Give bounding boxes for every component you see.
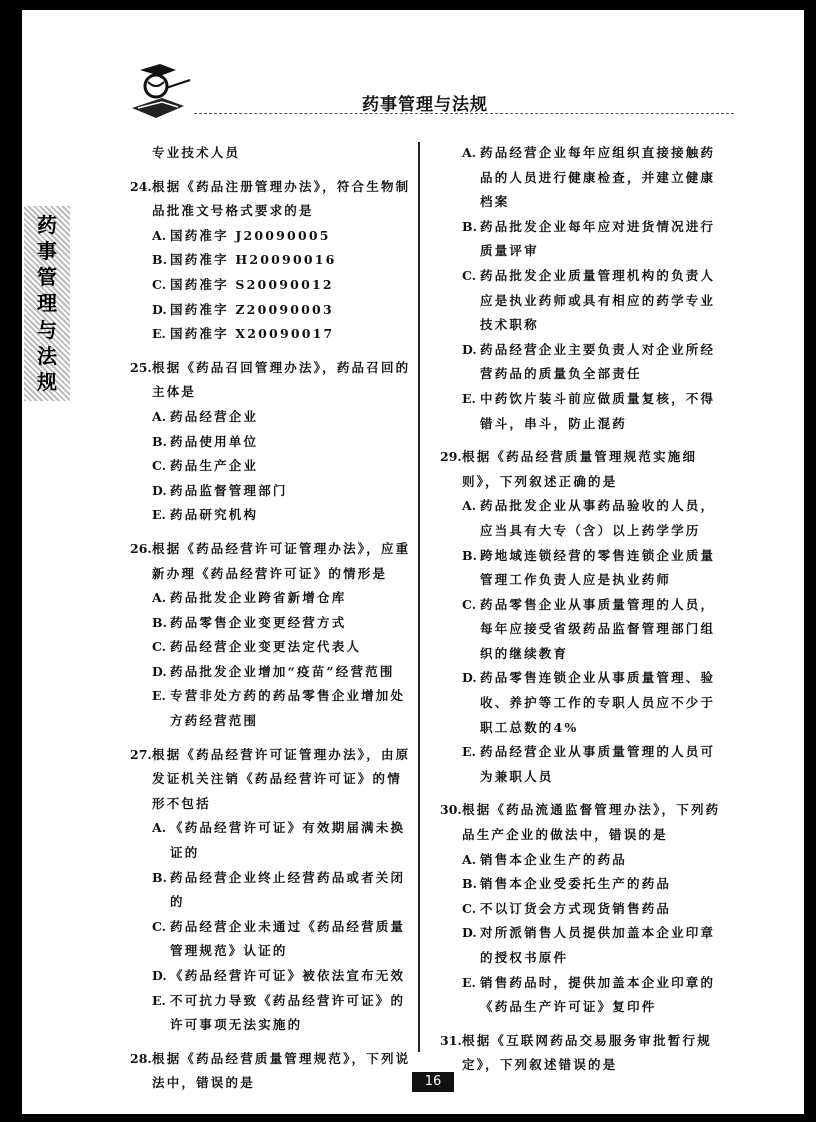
question-number: 29. [440, 449, 462, 465]
question-text: 根据《药品召回管理办法》，药品召回的主体是 [152, 359, 411, 400]
question-text: 根据《药品注册管理办法》，符合生物制品批准文号格式要求的是 [152, 178, 411, 219]
answer-option [130, 405, 412, 430]
column-divider [418, 142, 420, 1052]
question-number: 30. [440, 802, 462, 818]
option-text: 国药准字 H20090016 [170, 252, 337, 268]
option-label: A. [152, 820, 167, 836]
question-stem [440, 445, 722, 494]
question-block [130, 175, 412, 347]
side-tab-char: 理 [37, 291, 57, 316]
option-label: C. [152, 276, 167, 292]
option-label: C. [152, 639, 167, 655]
answer-option [130, 454, 412, 479]
question-text: 根据《互联网药品交易服务审批暂行规定》，下列叙述错误的是 [462, 1032, 712, 1073]
option-text: 国药准字 X20090017 [170, 326, 335, 342]
option-text: 药品批发企业从事药品验收的人员，应当具有大专（含）以上药学学历 [480, 498, 716, 538]
option-text: 《药品经营许可证》被依法宣布无效 [170, 968, 406, 983]
side-tab-char: 法 [37, 343, 57, 368]
answer-option [440, 740, 722, 789]
question-number: 24. [130, 178, 152, 194]
option-text: 药品监督管理部门 [170, 482, 288, 498]
answer-option [130, 989, 412, 1038]
answer-option [130, 322, 412, 347]
option-text: 国药准字 Z20090003 [170, 301, 334, 317]
option-text: 药品零售连锁企业从事质量管理、验收、养护等工作的专职人员应不少于职工总数的4% [480, 670, 716, 735]
option-label: D. [152, 301, 167, 317]
option-text: 药品零售企业变更经营方式 [170, 614, 347, 630]
option-text: 不可抗力导致《药品经营许可证》的许可事项无法实施的 [170, 992, 406, 1033]
option-text: 药品经营企业未通过《药品经营质量管理规范》认证的 [170, 918, 406, 959]
option-label: E. [462, 390, 476, 406]
option-label: E. [152, 688, 166, 704]
question-block [130, 356, 412, 528]
question-number: 31. [440, 1032, 462, 1048]
answer-option [440, 971, 722, 1020]
option-text: 药品批发企业增加“疫苗”经营范围 [170, 663, 395, 679]
option-text: 不以订货会方式现货销售药品 [480, 900, 672, 916]
option-label: D. [152, 663, 167, 679]
answer-option [130, 816, 412, 865]
answer-option [440, 387, 722, 436]
answer-option [440, 872, 722, 897]
question-stem [130, 356, 412, 405]
option-label: C. [152, 918, 167, 934]
answer-option [130, 479, 412, 504]
side-tab-char: 管 [37, 265, 57, 290]
option-label: D. [152, 968, 167, 983]
question-block [130, 1047, 412, 1096]
question-text: 根据《药品流通监督管理办法》，下列药品生产企业的做法中，错误的是 [462, 802, 721, 843]
option-label: B. [462, 547, 477, 563]
option-text: 专营非处方药的药品零售企业增加处方药经营范围 [170, 688, 406, 729]
answer-option [440, 593, 722, 667]
option-text: 药品经营企业每年应组织直接接触药品的人员进行健康检查，并建立健康档案 [480, 145, 716, 210]
option-label: E. [152, 326, 166, 342]
option-label: B. [152, 869, 167, 885]
option-text: 药品经营企业 [170, 408, 259, 424]
option-text: 药品批发企业每年应对进货情况进行质量评审 [480, 218, 716, 259]
option-text: 药品经营企业终止经营药品或者关闭的 [170, 869, 406, 910]
left-column [130, 141, 412, 1096]
option-text: 中药饮片装斗前应做质量复核，不得错斗，串斗，防止混药 [480, 390, 716, 431]
option-label: D. [152, 482, 167, 498]
answer-option [130, 298, 412, 323]
side-tab-char: 规 [37, 369, 57, 394]
question-number: 28. [130, 1050, 152, 1066]
option-label: C. [462, 596, 477, 612]
option-label: A. [152, 227, 167, 243]
option-label: C. [462, 267, 477, 283]
answer-option [440, 544, 722, 593]
question-number: 26. [130, 540, 152, 556]
answer-option [130, 224, 412, 249]
option-label: A. [152, 590, 167, 606]
side-tab-char: 事 [37, 239, 57, 264]
answer-option [130, 273, 412, 298]
question-stem [130, 743, 412, 817]
option-text: 对所派销售人员提供加盖本企业印章的授权书原件 [480, 925, 716, 965]
option-text: 药品经营企业从事质量管理的人员可为兼职人员 [480, 744, 716, 784]
option-label: E. [152, 992, 166, 1008]
question-block [130, 537, 412, 734]
option-label: A. [462, 851, 477, 867]
answer-option [440, 848, 722, 873]
option-label: E. [462, 974, 476, 990]
answer-option [440, 338, 722, 387]
option-label: B. [152, 252, 167, 268]
option-text: 药品研究机构 [170, 507, 259, 523]
question-stem [130, 537, 412, 586]
option-text: 药品批发企业质量管理机构的负责人应是执业药师或具有相应的药学专业技术职称 [480, 267, 716, 333]
question-text: 根据《药品经营质量管理规范实施细则》，下列叙述正确的是 [462, 449, 698, 489]
answer-option [440, 215, 722, 264]
answer-option [440, 897, 722, 922]
answer-option [440, 141, 722, 215]
question-block [130, 743, 412, 1038]
option-text: 《药品经营许可证》有效期届满未换证的 [170, 820, 406, 861]
answer-option [130, 866, 412, 915]
option-label: B. [152, 433, 167, 449]
question-block [440, 1029, 722, 1078]
question-text: 根据《药品经营许可证管理办法》，应重新办理《药品经营许可证》的情形是 [152, 540, 411, 581]
option-text: 药品生产企业 [170, 458, 259, 474]
option-label: B. [462, 218, 477, 234]
question-number: 27. [130, 746, 152, 762]
answer-option [130, 248, 412, 273]
answer-option [130, 915, 412, 964]
chapter-side-tab [24, 206, 70, 401]
question-stem [440, 798, 722, 847]
answer-option [130, 503, 412, 528]
option-label: A. [152, 408, 167, 424]
question-block [130, 141, 412, 166]
question-stem [130, 175, 412, 224]
question-number: 25. [130, 359, 152, 375]
option-label: D. [462, 670, 477, 686]
right-column [440, 141, 722, 1078]
answer-option [130, 660, 412, 685]
option-text: 药品经营企业变更法定代表人 [170, 639, 362, 655]
option-text: 药品零售企业从事质量管理的人员，每年应接受省级药品监督管理部门组织的继续教育 [480, 596, 716, 661]
page-number: 16 [412, 1072, 454, 1092]
document-page [22, 10, 804, 1114]
question-stem [440, 1029, 722, 1078]
question-block [440, 445, 722, 789]
answer-option [440, 666, 722, 740]
answer-option [130, 684, 412, 733]
option-text: 国药准字 J20090005 [170, 227, 331, 243]
answer-option [130, 964, 412, 989]
option-label: E. [462, 744, 476, 760]
answer-option [440, 921, 722, 970]
option-text: 药品批发企业跨省新增仓库 [170, 590, 347, 606]
option-label: A. [462, 498, 477, 514]
option-text: 销售本企业生产的药品 [480, 851, 628, 867]
option-text: 药品使用单位 [170, 433, 259, 449]
option-label: B. [152, 614, 167, 630]
option-label: D. [462, 925, 477, 941]
option-text: 跨地域连锁经营的零售连锁企业质量管理工作负责人应是执业药师 [480, 547, 716, 588]
question-text: 根据《药品经营质量管理规范》，下列说法中，错误的是 [152, 1050, 411, 1091]
continuation-text: 专业技术人员 [152, 145, 241, 160]
option-label: B. [462, 876, 477, 892]
option-label: C. [462, 900, 477, 916]
option-label: C. [152, 458, 167, 474]
answer-option [130, 586, 412, 611]
answer-option [130, 635, 412, 660]
option-text: 销售本企业受委托生产的药品 [480, 876, 672, 892]
side-tab-char: 与 [37, 317, 57, 342]
side-tab-char: 药 [37, 213, 57, 238]
answer-option [440, 264, 722, 338]
question-block [440, 798, 722, 1019]
option-label: D. [462, 341, 477, 357]
option-text: 国药准字 S20090012 [170, 276, 334, 292]
answer-option [130, 430, 412, 455]
header-divider [194, 113, 734, 114]
page-header-title: 药事管理与法规 [362, 95, 488, 115]
option-text: 药品经营企业主要负责人对企业所经营药品的质量负全部责任 [480, 341, 716, 382]
option-label: A. [462, 145, 477, 160]
question-text: 根据《药品经营许可证管理办法》，由原发证机关注销《药品经营许可证》的情形不包括 [152, 746, 411, 811]
answer-option [130, 611, 412, 636]
scholar-mascot-logo-icon [126, 62, 196, 120]
option-label: E. [152, 507, 166, 523]
option-text: 销售药品时，提供加盖本企业印章的《药品生产许可证》复印件 [480, 974, 716, 1015]
question-stem [130, 1047, 412, 1096]
answer-option [440, 494, 722, 543]
question-block [440, 141, 722, 436]
